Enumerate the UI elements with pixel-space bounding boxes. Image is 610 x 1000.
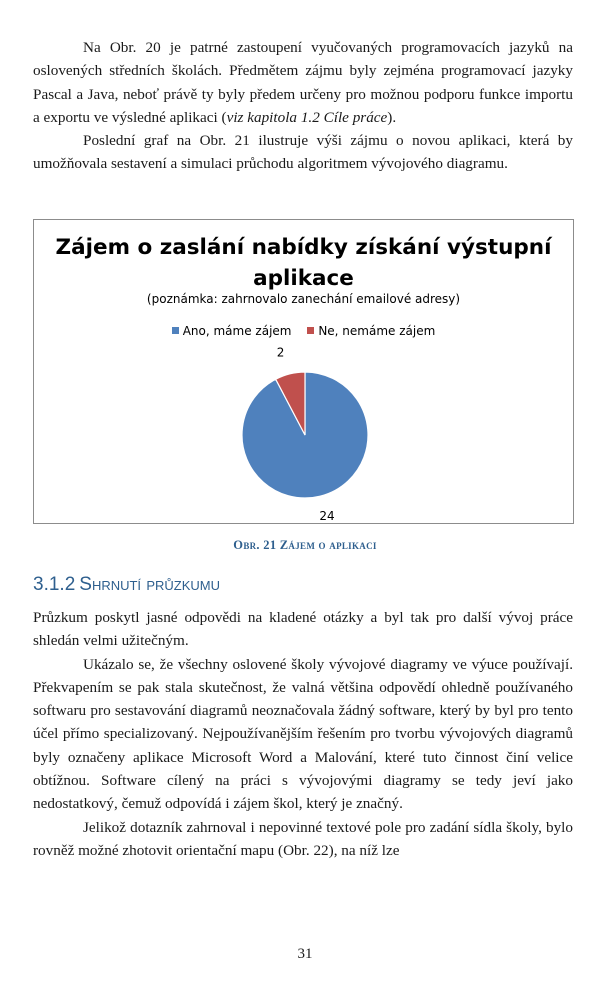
paragraph-summary: Průzkum poskytl jasné odpovědi na kladené otázky a byl tak pro další vývoj práce shledán velmi užitečným. xyxy=(33,609,573,650)
text-block-bottom xyxy=(33,606,573,862)
page-number: 31 xyxy=(297,946,313,962)
paragraph-last-chart: Poslední graf na Obr. 21 ilustruje výši zájmu o novou aplikaci, která by umožňovala sestavení a simulaci průchodu algoritmem vývojového diagramu. xyxy=(33,132,573,173)
paragraph-findings: Ukázalo se, že všechny oslovené školy vývojové diagramy ve výuce používají. Překvapením se pak stala skutečnost, že valná většina odpovědí ohledně používaného softwaru pro sestavování diagramů neoznačovala žádný software, který by byl pro tento účel přímo specializovaný. Nejpoužívanějším řešením pro tvorbu vývojových diagramů byly označeny aplikace Microsoft Word a Malování, které tuto činnost činí velice obtížnou. Software cílený na práci s vývojovými diagramy se tedy jeví jako nedostatkový, čemuž odpovídá i zájem škol, který je značný. xyxy=(33,655,573,813)
section-number: 3.1.2 xyxy=(33,574,76,595)
pie-chart xyxy=(33,219,574,524)
pie-svg xyxy=(34,220,573,523)
chapter-reference: viz kapitola 1.2 Cíle práce xyxy=(226,108,388,126)
data-label-no: 2 xyxy=(276,345,285,360)
paragraph-languages-end: ). xyxy=(387,108,397,126)
legend-label-no: Ne, nemáme zájem xyxy=(318,324,436,338)
paragraph-languages-text: Na Obr. 20 je patrné zastoupení vyučovaných programovacích jazyků na oslovených středních školách. Předmětem zájmu byly zejména programovací jazyky Pascal a Java, neboť právě ty byly předem určeny pro možnou podporu funkce importu a exportu ve výsledné aplikaci ( xyxy=(33,39,573,126)
chart-subtitle: (poznámka: zahrnovalo zanechání emailové adresy) xyxy=(146,292,461,306)
text-block-top xyxy=(33,36,573,176)
paragraph-map: Jelikož dotazník zahrnoval i nepovinné textové pole pro zadání sídla školy, bylo rovněž možné zhotovit orientační mapu (Obr. 22), na níž lze xyxy=(33,818,573,859)
data-label-yes: 24 xyxy=(319,509,335,523)
chart-title: Zájem o zaslání nabídky získání výstupní aplikace xyxy=(55,235,552,291)
section-title: Shrnutí průzkumu xyxy=(79,574,220,595)
paragraph-languages xyxy=(33,36,573,129)
figure-caption: Obr. 21 Zájem o aplikaci xyxy=(233,538,377,552)
legend-label-yes: Ano, máme zájem xyxy=(182,324,292,338)
section-heading xyxy=(33,574,220,596)
